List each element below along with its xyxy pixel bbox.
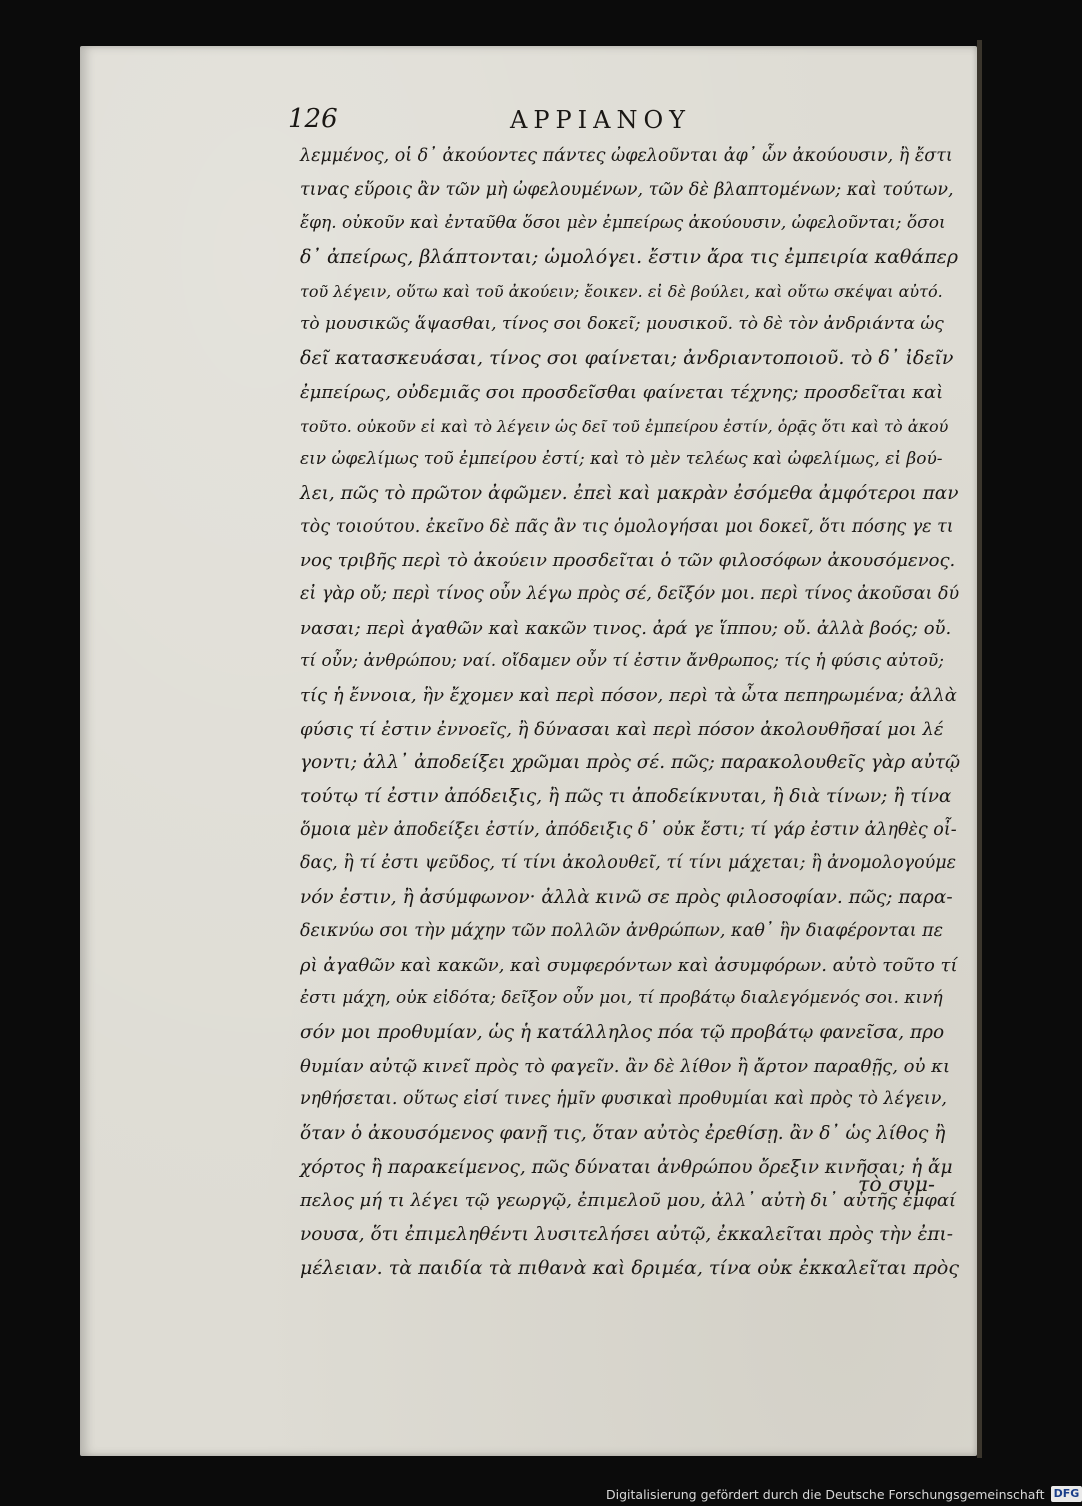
text-line: τὸς τοιούτου. ἐκεῖνο δὲ πᾶς ἂν τις ὁμολογήσαι μοι δοκεῖ, ὅτι πόσης γε τι: [300, 516, 954, 537]
text-line: τοῦ λέγειν, οὕτω καὶ τοῦ ἀκούειν; ἔοικεν. εἰ δὲ βούλει, καὶ οὕτω σκέψαι αὐτό.: [300, 281, 943, 301]
catchword: τὸ συμ-: [858, 1172, 935, 1196]
dfg-logo-icon: DFG: [1051, 1486, 1082, 1502]
text-line: σόν μοι προθυμίαν, ὡς ἡ κατάλληλος πόα τῷ προβάτῳ φανεῖσα, προ: [300, 1021, 945, 1043]
text-line: δας, ἢ τί ἐστι ψεῦδος, τί τίνι ἀκολουθεῖ, τί τίνι μάχεται; ἢ ἀνομολογούμε: [300, 853, 957, 874]
text-line: τούτῳ τί ἐστιν ἀπόδειξις, ἢ πῶς τι ἀποδείκνυται, ἢ διὰ τίνων; ἢ τίνα: [300, 786, 952, 808]
page-edge: [977, 40, 982, 1458]
text-line: χόρτος ἢ παρακείμενος, πῶς δύναται ἀνθρώπου ὄρεξιν κινῆσαι; ἡ ἄμ: [300, 1156, 953, 1178]
text-line: πελος μή τι λέγει τῷ γεωργῷ, ἐπιμελοῦ μου, ἀλλ᾽ αὐτὴ δι᾽ αὑτῆς ἐμφαί: [300, 1190, 957, 1212]
text-line: ειν ὠφελίμως τοῦ ἐμπείρου ἐστί; καὶ τὸ μὲν τελέως καὶ ὠφελίμως, εἰ βού-: [300, 449, 943, 470]
text-line: τινας εὕροις ἂν τῶν μὴ ὠφελουμένων, τῶν δὲ βλαπτομένων; καὶ τούτων,: [300, 179, 954, 200]
text-line: νηθήσεται. οὕτως εἰσί τινες ἡμῖν φυσικαὶ προθυμίαι καὶ πρὸς τὸ λέγειν,: [300, 1089, 947, 1110]
text-line: μέλειαν. τὰ παιδία τὰ πιθανὰ καὶ δριμέα, τίνα οὐκ ἐκκαλεῖται πρὸς: [300, 1256, 959, 1279]
page-number: 126: [288, 104, 338, 134]
text-line: δ᾽ ἀπείρως, βλάπτονται; ὡμολόγει. ἔστιν ἄρα τις ἐμπειρία καθάπερ: [300, 246, 959, 269]
text-line: ἐστι μάχη, οὐκ εἰδότα; δεῖξον οὖν μοι, τί προβάτῳ διαλεγόμενός σοι. κινή: [300, 988, 943, 1009]
text-line: νουσα, ὅτι ἐπιμεληθέντι λυσιτελήσει αὐτῷ, ἐκκαλεῖται πρὸς τὴν ἐπι-: [300, 1224, 954, 1245]
text-line: φύσις τί ἐστιν ἐννοεῖς, ἢ δύνασαι καὶ περὶ πόσον ἀκολουθῆσαί μοι λέ: [300, 718, 944, 740]
text-line: δεικνύω σοι τὴν μάχην τῶν πολλῶν ἀνθρώπων, καθ᾽ ἣν διαφέρονται πε: [300, 920, 944, 941]
text-line: τοῦτο. οὐκοῦν εἰ καὶ τὸ λέγειν ὡς δεῖ τοῦ ἐμπείρου ἐστίν, ὁρᾷς ὅτι καὶ τὸ ἀκού: [300, 416, 949, 436]
text-line: ἔφη. οὐκοῦν καὶ ἐνταῦθα ὅσοι μὲν ἐμπείρως ἀκούουσιν, ὠφελοῦνται; ὅσοι: [300, 213, 946, 234]
text-line: τίς ἡ ἔννοια, ἣν ἔχομεν καὶ περὶ πόσον, περὶ τὰ ὦτα πεπηρωμένα; ἀλλὰ: [300, 685, 957, 706]
credit-text: Digitalisierung gefördert durch die Deutsche Forschungsgemeinschaft: [606, 1486, 1045, 1502]
text-line: λεμμένος, οἱ δ᾽ ἀκούοντες πάντες ὠφελοῦνται ἀφ᾽ ὧν ἀκούουσιν, ἢ ἔστι: [300, 146, 953, 166]
text-line: νασαι; περὶ ἀγαθῶν καὶ κακῶν τινος. ἀρά γε ἵππου; οὔ. ἀλλὰ βοός; οὔ.: [300, 617, 952, 639]
digitization-credit: [606, 1484, 1082, 1504]
text-line: δεῖ κατασκευάσαι, τίνος σοι φαίνεται; ἀνδριαντοποιοῦ. τὸ δ᾽ ἰδεῖν: [300, 347, 954, 370]
running-head: [288, 104, 948, 138]
text-line: θυμίαν αὐτῷ κινεῖ πρὸς τὸ φαγεῖν. ἂν δὲ λίθον ἢ ἄρτον παραθῇς, οὐ κι: [300, 1055, 951, 1077]
text-line: τὸ μουσικῶς ἅψασθαι, τίνος σοι δοκεῖ; μουσικοῦ. τὸ δὲ τὸν ἀνδριάντα ὡς: [300, 314, 944, 335]
text-line: ρὶ ἀγαθῶν καὶ κακῶν, καὶ συμφερόντων καὶ ἀσυμφόρων. αὐτὸ τοῦτο τί: [300, 954, 958, 976]
text-line: λει, πῶς τὸ πρῶτον ἀφῶμεν. ἐπεὶ καὶ μακρὰν ἐσόμεθα ἀμφότεροι παν: [300, 482, 959, 504]
text-line: ὅμοια μὲν ἀποδείξει ἐστίν, ἀπόδειξις δ᾽ οὐκ ἔστι; τί γάρ ἐστιν ἀληθὲς οἶ-: [300, 819, 957, 840]
text-line: νος τριβῆς περὶ τὸ ἀκούειν προσδεῖται ὁ τῶν φιλοσόφων ἀκουσόμενος.: [300, 550, 956, 572]
text-line: ὅταν ὁ ἀκουσόμενος φανῇ τις, ὅταν αὐτὸς ἐρεθίσῃ. ἂν δ᾽ ὡς λίθος ἢ: [300, 1122, 946, 1144]
text-line: τί οὖν; ἀνθρώπου; ναί. οἴδαμεν οὖν τί ἐστιν ἄνθρωπος; τίς ἡ φύσις αὐτοῦ;: [300, 651, 944, 672]
greek-text-block: [300, 140, 960, 1285]
text-line: νόν ἐστιν, ἢ ἀσύμφωνον· ἀλλὰ κινῶ σε πρὸς φιλοσοφίαν. πῶς; παρα-: [300, 887, 953, 909]
text-line: ἐμπείρως, οὐδεμιᾶς σοι προσδεῖσθαι φαίνεται τέχνης; προσδεῖται καὶ: [300, 381, 944, 403]
running-title: ΑΡΡΙΑΝΟΥ: [510, 106, 691, 134]
text-line: εἰ γὰρ οὔ; περὶ τίνος οὖν λέγω πρὸς σέ, δεῖξόν μοι. περὶ τίνος ἀκοῦσαι δύ: [300, 583, 960, 604]
text-line: γοντι; ἀλλ᾽ ἀποδείξει χρῶμαι πρὸς σέ. πῶς; παρακολουθεῖς γὰρ αὐτῷ: [300, 752, 961, 774]
